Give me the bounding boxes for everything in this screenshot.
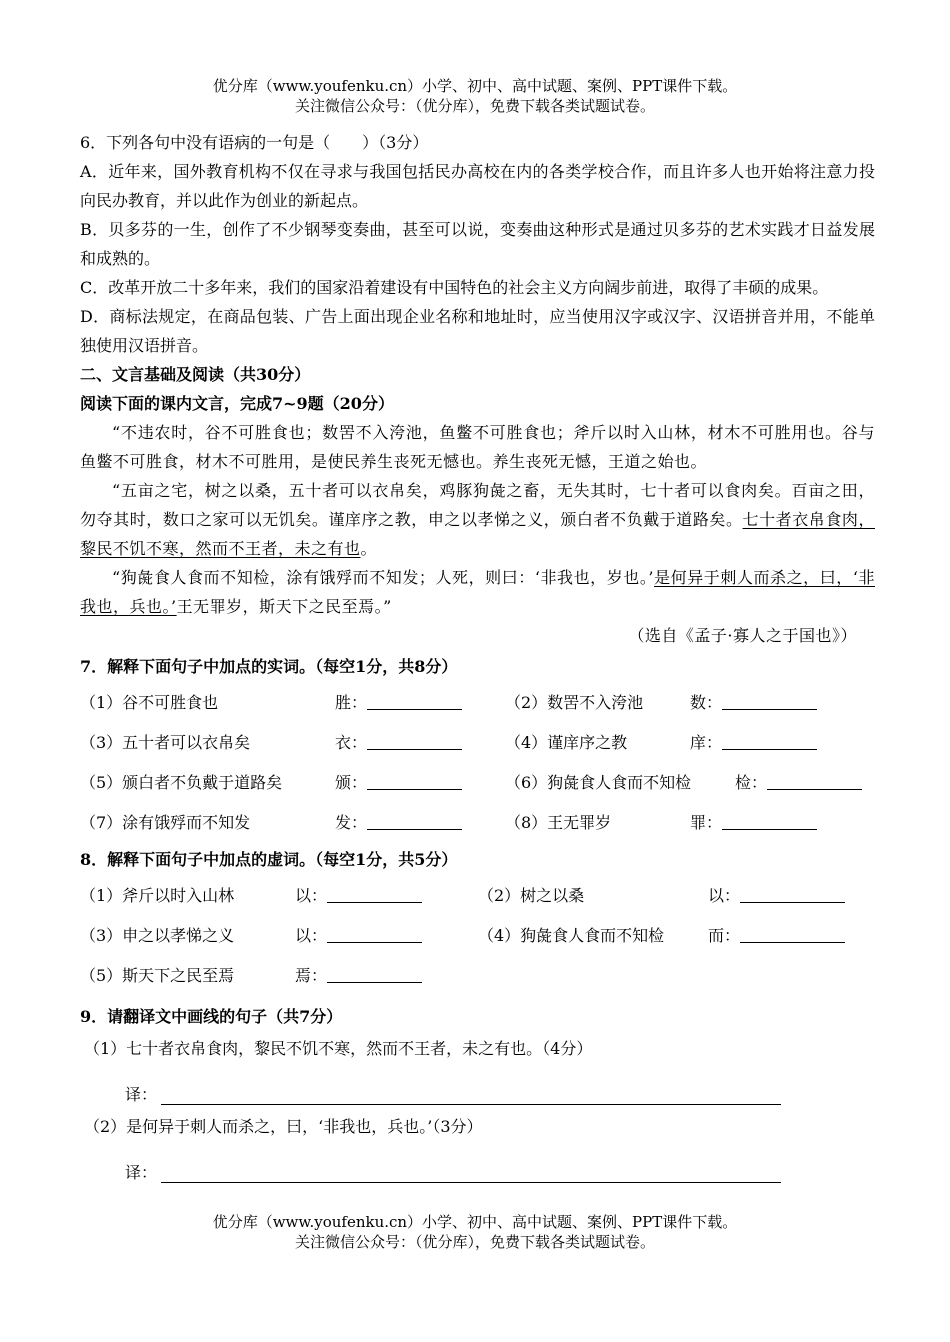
q8-item: [478, 883, 845, 906]
answer-blank[interactable]: [740, 886, 845, 903]
answer-blank[interactable]: [367, 813, 462, 830]
translation-label: 译：: [125, 1163, 158, 1182]
q6-stem: 6．下列各句中没有语病的一句是（ ）（3分）: [80, 133, 429, 152]
answer-blank[interactable]: [367, 733, 462, 750]
q7-item: [80, 770, 505, 793]
translation-row-2: [80, 1145, 875, 1183]
footer-ad: [0, 1212, 950, 1252]
answer-blank[interactable]: [722, 733, 817, 750]
answer-blank[interactable]: [327, 966, 422, 983]
q7-question: （1）谷不可胜食也: [80, 692, 219, 712]
passage-paragraph-3: [80, 563, 875, 621]
answer-blank[interactable]: [722, 813, 817, 830]
q8-row: [80, 874, 875, 914]
q7-question: （7）涂有饿殍而不知发: [80, 812, 251, 832]
q8-item: [80, 883, 478, 906]
q7-item: [80, 690, 505, 713]
q8-row: [80, 954, 875, 994]
q7-label: 罪：: [690, 812, 723, 832]
q7-item: [505, 690, 817, 713]
q7-question: （2）数罟不入洿池: [505, 692, 644, 712]
q8-question: （1）斧斤以时入山林: [80, 885, 235, 905]
q7-item: [505, 810, 817, 833]
passage-paragraph-1: “不违农时，谷不可胜食也；数罟不入洿池，鱼鳖不可胜食也；斧斤以时入山林，材木不可胜用也。谷与鱼鳖不可胜食，材木不可胜用，是使民养生丧死无憾也。养生丧死无憾，王道之始也。: [80, 423, 875, 471]
q7-question: （3）五十者可以衣帛矣: [80, 732, 251, 752]
answer-blank[interactable]: [767, 773, 862, 790]
q7-label: 数：: [690, 692, 723, 712]
header-line-1: 优分库（www.youfenku.cn）小学、初中、高中试题、案例、PPT课件下载。: [212, 77, 738, 95]
footer-line-1: 优分库（www.youfenku.cn）小学、初中、高中试题、案例、PPT课件下载。: [212, 1213, 738, 1231]
q9-title: 9．请翻译文中画线的句子（共7分）: [80, 1007, 343, 1026]
underlined-sentence-1: 七十者衣帛食肉，黎民不饥不寒，然而不王者，未之有也: [80, 510, 875, 558]
q9-question-2: （2）是何异于刺人而杀之，曰，‘非我也，兵也。’（3分）: [84, 1117, 483, 1136]
q7-label: 检：: [735, 772, 768, 792]
q8-row: [80, 914, 875, 954]
underlined-sentence-2: 是何异于刺人而杀之，曰，‘非我也，兵也。’: [80, 568, 875, 616]
answer-blank[interactable]: [367, 693, 462, 710]
q7-question: （5）颁白者不负戴于道路矣: [80, 772, 283, 792]
passage-p2-text: “五亩之宅，树之以桑，五十者可以衣帛矣，鸡豚狗彘之畜，无失其时，七十者可以食肉矣。百亩之田，勿夺其时，数口之家可以无饥矣。谨庠序之教，申之以孝悌之义，颁白者不负戴于道路矣。: [80, 481, 875, 529]
answer-blank[interactable]: [367, 773, 462, 790]
translation-line[interactable]: [161, 1164, 781, 1183]
q7-item: [80, 730, 505, 753]
q8-title: 8．解释下面句子中加点的虚词。（每空1分，共5分）: [80, 850, 458, 869]
q7-question: （4）谨庠序之教: [505, 732, 628, 752]
q8-question: （3）申之以孝悌之义: [80, 925, 235, 945]
q6-option-c: C．改革开放二十多年来，我们的国家沿着建设有中国特色的社会主义方向阔步前进，取得了丰硕的成果。: [80, 278, 829, 297]
q7-label: 颁：: [335, 772, 368, 792]
q9-question-1: （1）七十者衣帛食肉，黎民不饥不寒，然而不王者，未之有也。（4分）: [84, 1039, 593, 1058]
q7-title: 7．解释下面句子中加点的实词。（每空1分，共8分）: [80, 657, 458, 676]
q7-row: [80, 801, 875, 841]
q7-question: （6）狗彘食人食而不知检: [505, 772, 692, 792]
header-line-2: 关注微信公众号：（优分库），免费下载各类试题试卷。: [294, 97, 655, 115]
answer-blank[interactable]: [740, 926, 845, 943]
q7-item: [505, 730, 817, 753]
q8-question: （4）狗彘食人食而不知检: [478, 925, 665, 945]
q8-question: （5）斯天下之民至焉: [80, 965, 235, 985]
passage-source: （选自《孟子·寡人之于国也》）: [628, 626, 857, 645]
passage-p3-end: 王无罪岁，斯天下之民至焉。”: [176, 597, 392, 616]
q7-label: 庠：: [690, 732, 723, 752]
section-title: 二、文言基础及阅读（共30分）: [80, 365, 311, 384]
section-instruction: 阅读下面的课内文言，完成7~9题（20分）: [80, 394, 394, 413]
q7-label: 发：: [335, 812, 368, 832]
answer-blank[interactable]: [327, 886, 422, 903]
q7-item: [505, 770, 862, 793]
q7-label: 胜：: [335, 692, 368, 712]
translation-row-1: [80, 1067, 875, 1105]
q7-items: [80, 681, 875, 841]
footer-line-2: 关注微信公众号：（优分库），免费下载各类试题试卷。: [294, 1233, 655, 1251]
q7-row: [80, 721, 875, 761]
q8-label: 焉：: [295, 965, 328, 985]
q8-item: [478, 923, 845, 946]
q8-items: [80, 874, 875, 994]
q7-item: [80, 810, 505, 833]
q6-option-b: B．贝多芬的一生，创作了不少钢琴变奏曲，甚至可以说，变奏曲这种形式是通过贝多芬的艺术实践才日益发展和成熟的。: [80, 220, 875, 268]
header-ad: [0, 76, 950, 116]
exam-content: [80, 128, 875, 1183]
q8-question: （2）树之以桑: [478, 885, 585, 905]
answer-blank[interactable]: [327, 926, 422, 943]
q8-label: 以：: [295, 885, 328, 905]
q8-label: 以：: [295, 925, 328, 945]
q8-item: [80, 963, 478, 986]
q6-option-d: D．商标法规定，在商品包装、广告上面出现企业名称和地址时，应当使用汉字或汉字、汉语拼音并用，不能单独使用汉语拼音。: [80, 307, 875, 355]
passage-paragraph-2: [80, 476, 875, 563]
q8-label: 而：: [708, 925, 741, 945]
passage-p3-text: “狗彘食人食而不知检，涂有饿殍而不知发；人死，则曰：‘非我也，岁也。’: [112, 568, 655, 587]
q6-option-a: A．近年来，国外教育机构不仅在寻求与我国包括民办高校在内的各类学校合作，而且许多人也开始将注意力投向民办教育，并以此作为创业的新起点。: [80, 162, 875, 210]
passage-p2-end: 。: [360, 539, 378, 558]
q7-question: （8）王无罪岁: [505, 812, 612, 832]
translation-label: 译：: [125, 1085, 158, 1104]
translation-line[interactable]: [161, 1086, 781, 1105]
q7-row: [80, 681, 875, 721]
q8-item: [80, 923, 478, 946]
answer-blank[interactable]: [722, 693, 817, 710]
q7-row: [80, 761, 875, 801]
q8-label: 以：: [708, 885, 741, 905]
q7-label: 衣：: [335, 732, 368, 752]
